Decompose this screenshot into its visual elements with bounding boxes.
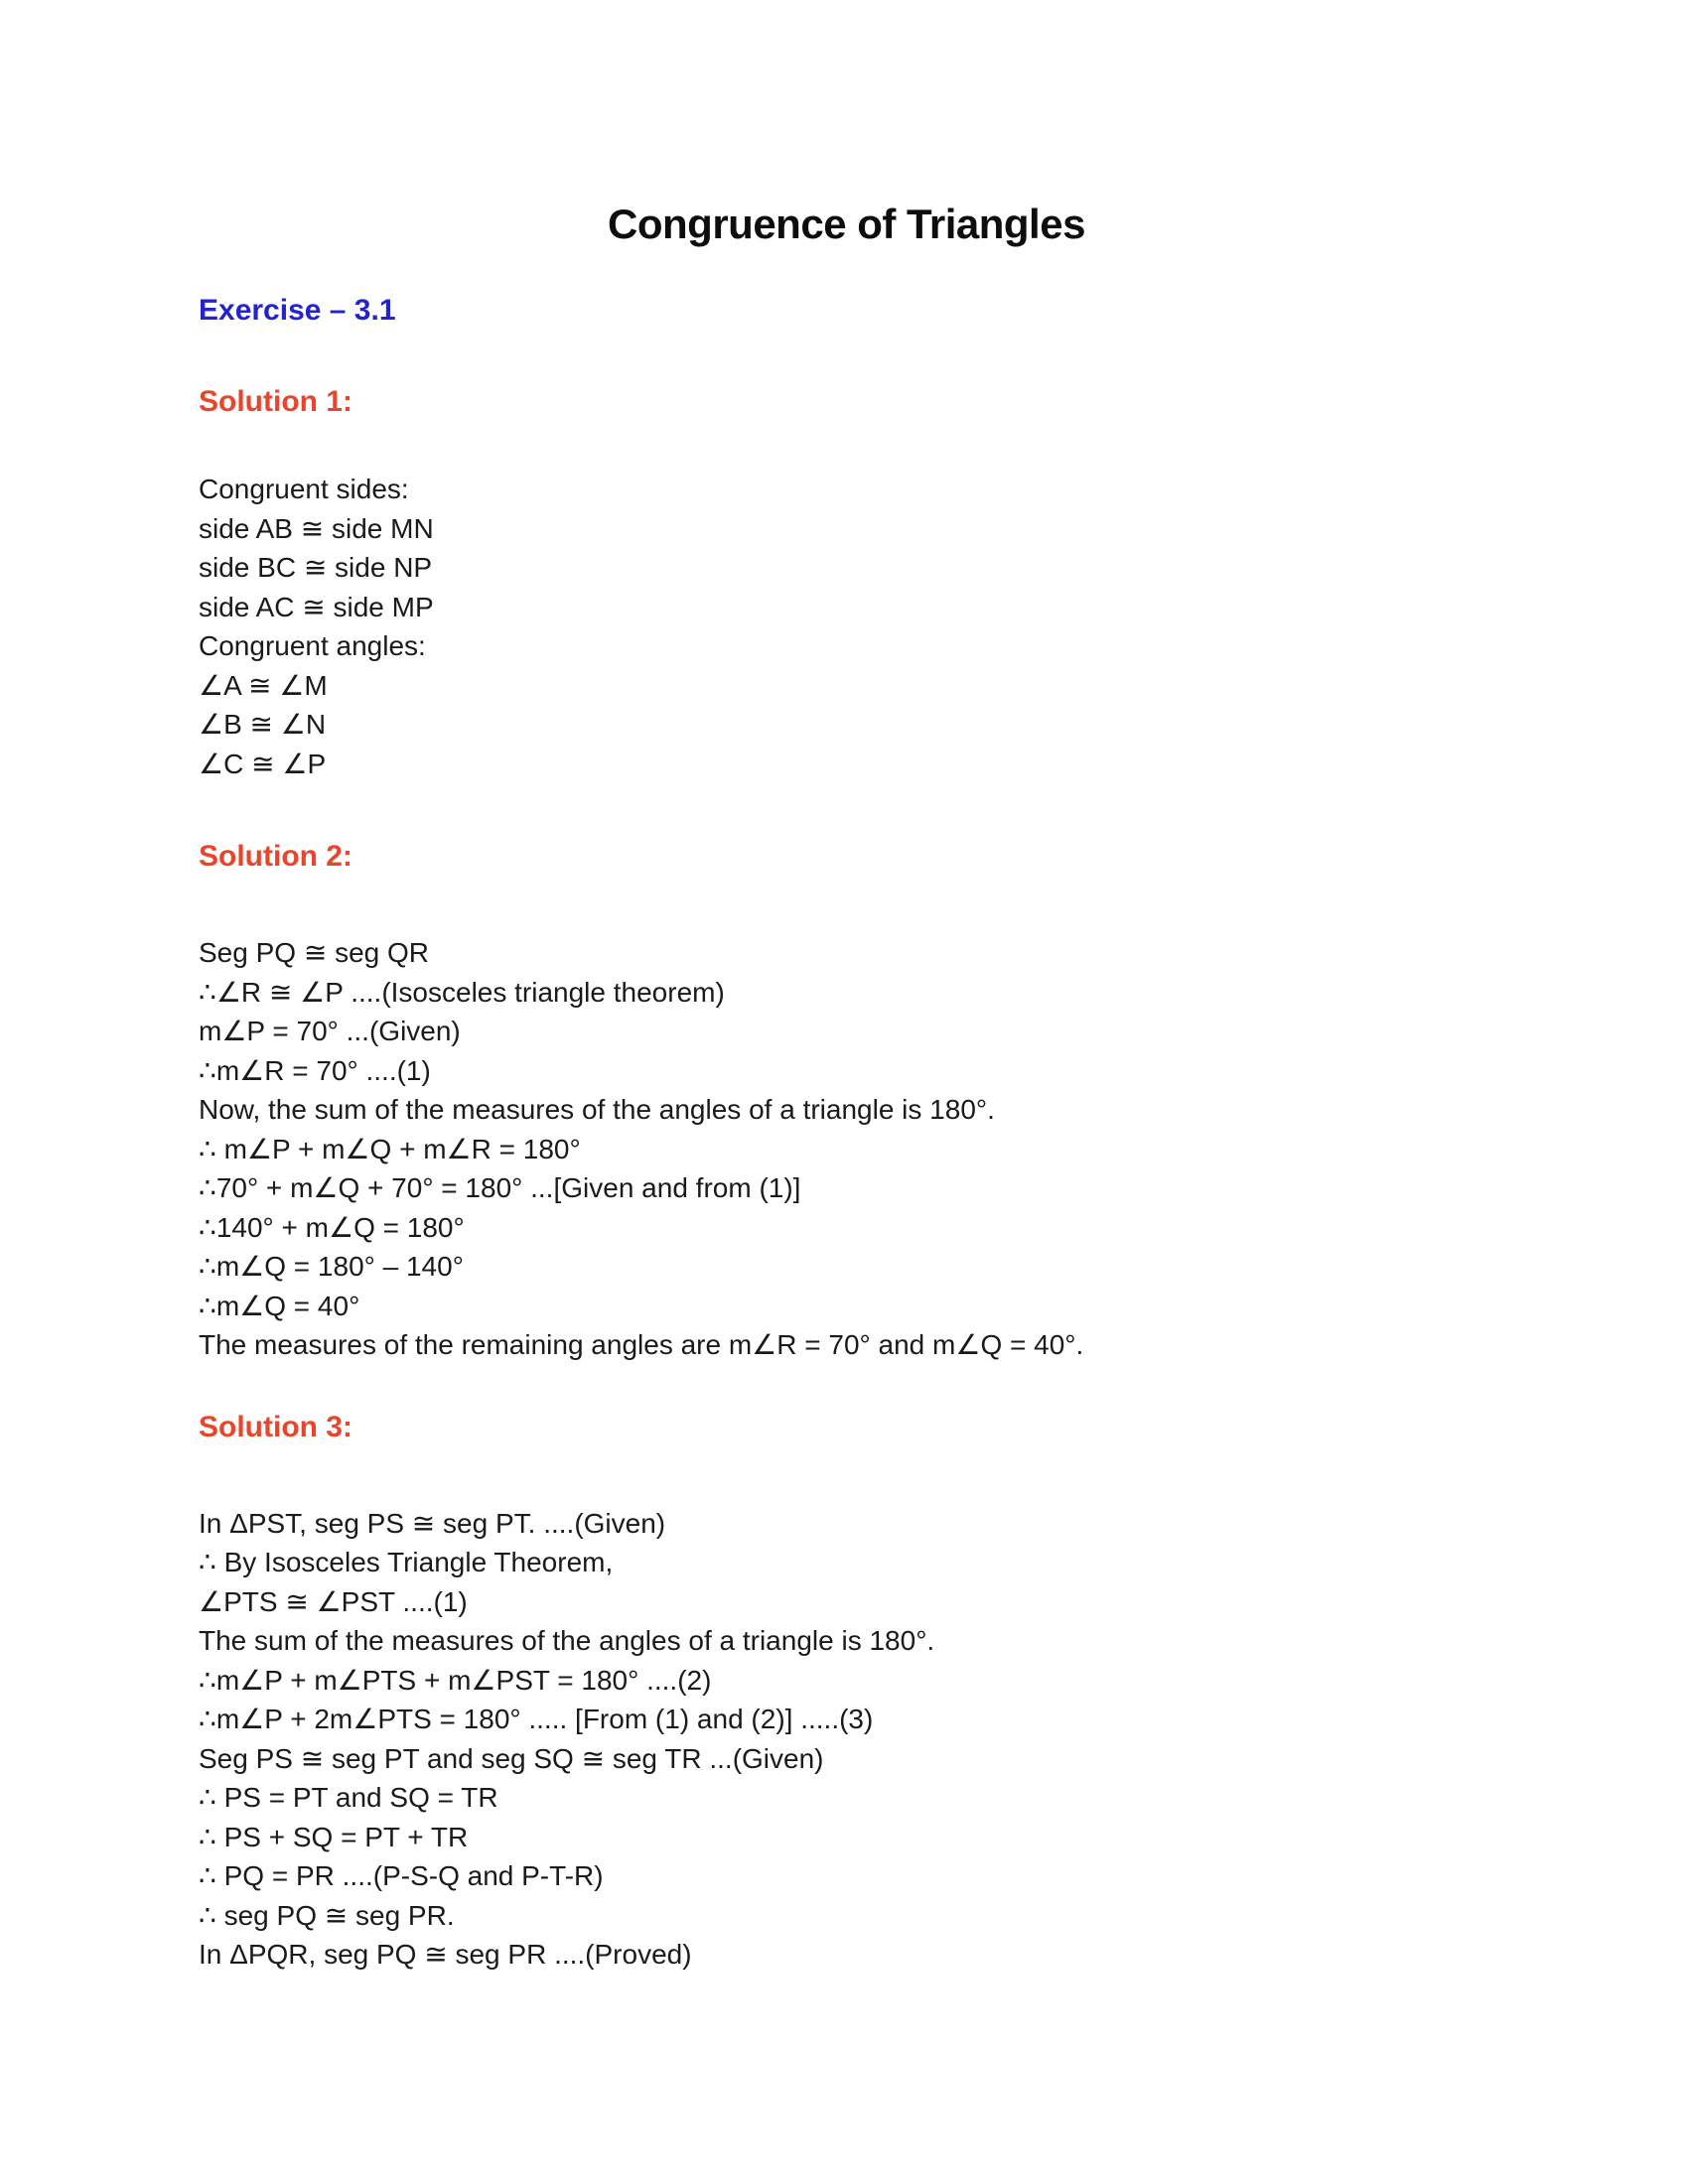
text-line: ∴ m∠P + m∠Q + m∠R = 180° (199, 1133, 581, 1164)
text-line: The sum of the measures of the angles of a triangle is 180°. (199, 1625, 935, 1656)
solution-1-body (199, 470, 1529, 783)
text-line: ∴140° + m∠Q = 180° (199, 1211, 465, 1243)
text-line: ∠C ≅ ∠P (199, 748, 327, 779)
text-line: ∴m∠Q = 40° (199, 1290, 360, 1321)
solution-3-section (199, 1410, 1529, 1975)
solution-2-body (199, 933, 1529, 1365)
text-line: side BC ≅ side NP (199, 552, 433, 583)
text-line: ∴ PS + SQ = PT + TR (199, 1821, 469, 1852)
solution-3-body (199, 1504, 1529, 1975)
text-line: ∴ seg PQ ≅ seg PR. (199, 1899, 455, 1931)
text-line: Seg PQ ≅ seg QR (199, 937, 429, 968)
solution-1-heading: Solution 1: (199, 385, 352, 418)
text-line: ∠B ≅ ∠N (199, 709, 327, 740)
solution-1-section (199, 384, 1529, 783)
exercise-heading: Exercise – 3.1 (199, 294, 396, 327)
text-line: ∠A ≅ ∠M (199, 669, 328, 701)
text-line: ∴ PS = PT and SQ = TR (199, 1782, 498, 1813)
text-line: The measures of the remaining angles are m∠R = 70° and m∠Q = 40°. (199, 1329, 1084, 1360)
text-line: side AB ≅ side MN (199, 512, 434, 544)
text-line: In ΔPQR, seg PQ ≅ seg PR ....(Proved) (199, 1939, 692, 1970)
text-line: ∴m∠R = 70° ....(1) (199, 1054, 431, 1086)
text-line: m∠P = 70° ...(Given) (199, 1016, 461, 1046)
text-line: Congruent angles: (199, 630, 426, 661)
text-line: Now, the sum of the measures of the angles of a triangle is 180°. (199, 1094, 995, 1125)
text-line: ∠PTS ≅ ∠PST ....(1) (199, 1585, 468, 1617)
text-line: ∴m∠P + m∠PTS + m∠PST = 180° ....(2) (199, 1664, 712, 1696)
solution-2-section (199, 839, 1529, 1365)
text-line: ∴ By Isosceles Triangle Theorem, (199, 1547, 614, 1577)
text-line: side AC ≅ side MP (199, 591, 434, 622)
text-line: ∴m∠Q = 180° – 140° (199, 1251, 464, 1282)
text-line: Congruent sides: (199, 474, 409, 504)
text-line: ∴m∠P + 2m∠PTS = 180° ..... [From (1) and (2)] .....(3) (199, 1704, 874, 1734)
text-line: In ΔPST, seg PS ≅ seg PT. ....(Given) (199, 1507, 666, 1539)
solution-2-heading: Solution 2: (199, 840, 352, 873)
text-line: ∴∠R ≅ ∠P ....(Isosceles triangle theorem) (199, 976, 725, 1008)
text-line: ∴ PQ = PR ....(P-S-Q and P-T-R) (199, 1860, 604, 1891)
solution-3-heading: Solution 3: (199, 1410, 352, 1443)
page-title: Congruence of Triangles (608, 201, 1085, 247)
text-line: ∴70° + m∠Q + 70° = 180° ...[Given and from (1)] (199, 1172, 801, 1203)
text-line: Seg PS ≅ seg PT and seg SQ ≅ seg TR ...(Given) (199, 1742, 824, 1774)
